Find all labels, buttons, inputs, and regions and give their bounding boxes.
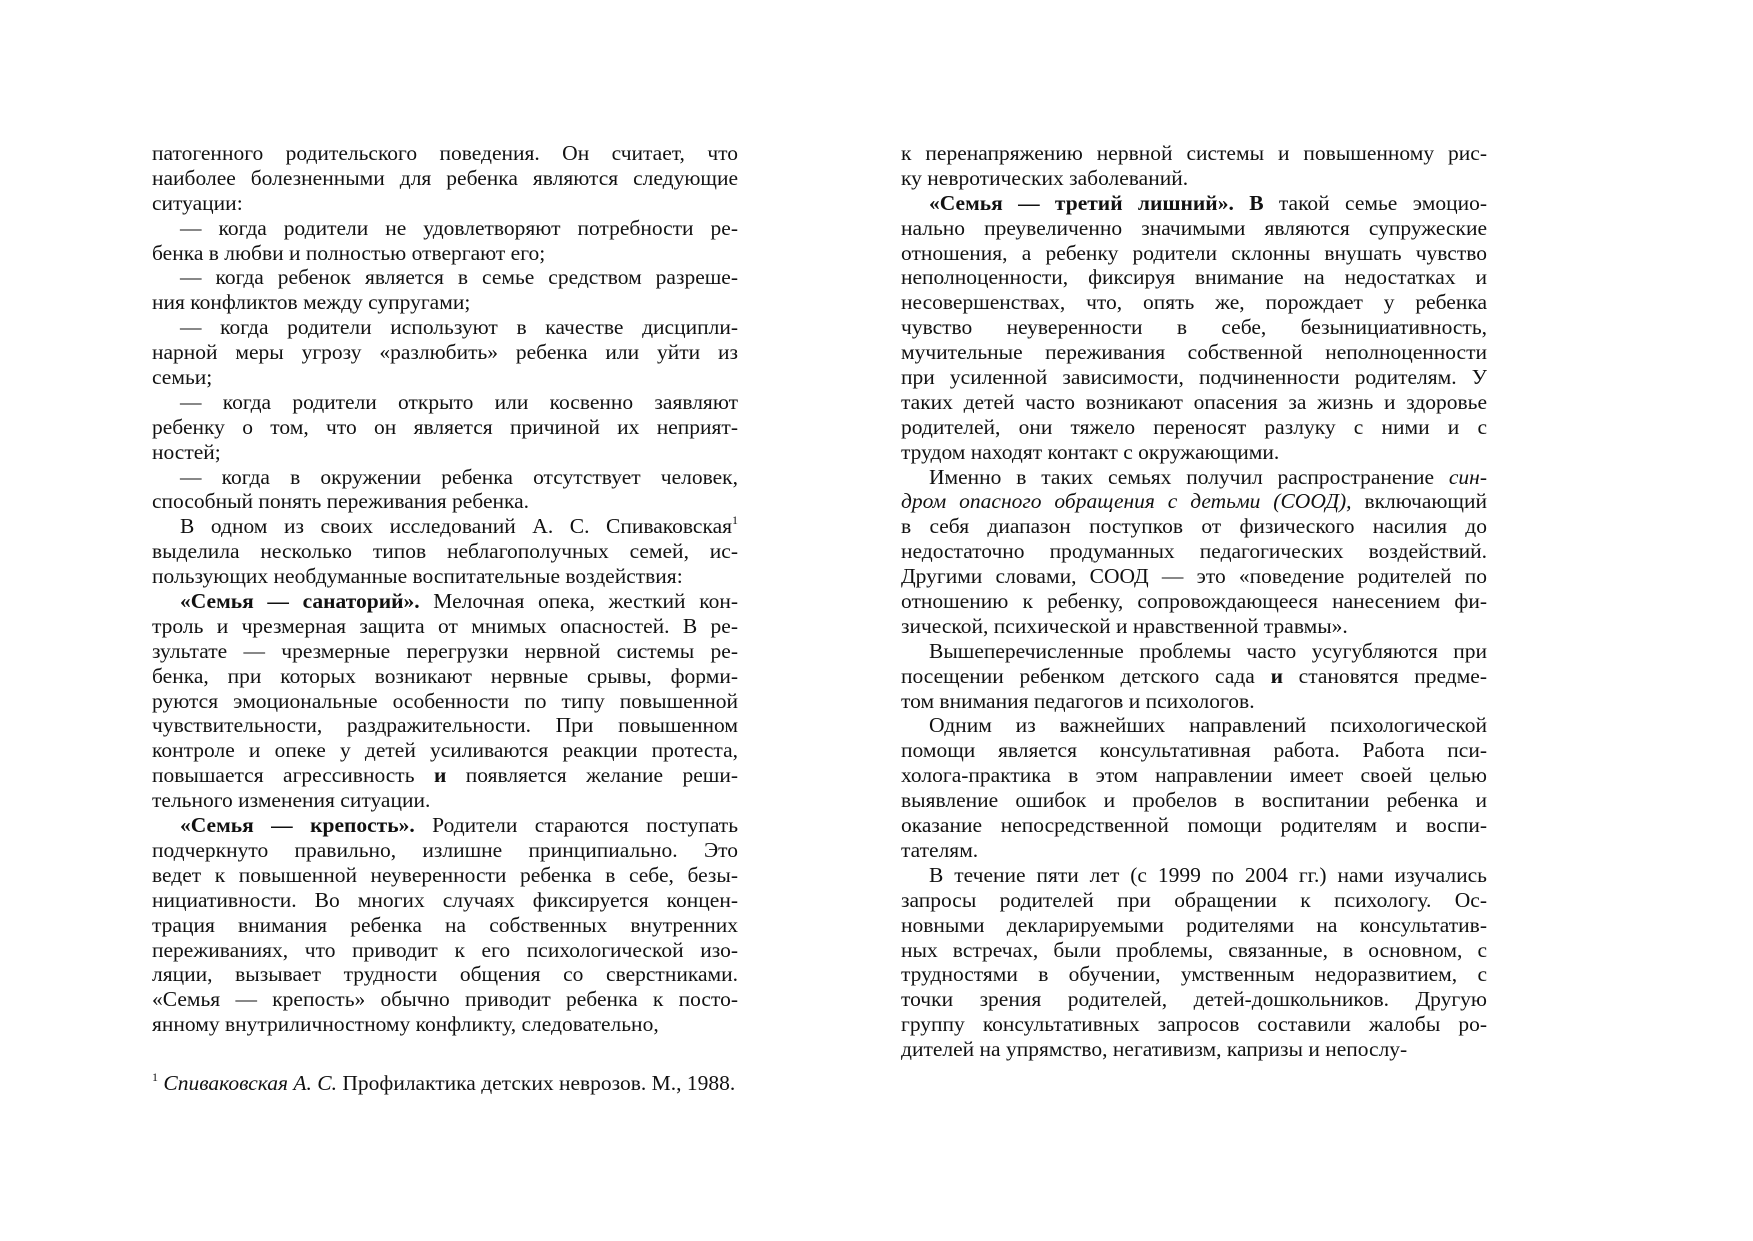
text-segment: дителей на упрямство, негативизм, капризы и непослу- [901, 1037, 1408, 1062]
text-segment: трация внимания ребенка на собственных внутренних [152, 912, 738, 937]
text-segment: родителей, они тяжело переносят разлуку с ними и с [901, 414, 1487, 439]
text-line [901, 265, 1487, 290]
text-segment: переживаниях, что приводит к его психологической изо- [152, 937, 738, 962]
text-line [901, 987, 1487, 1012]
text-segment: наиболее болезненными для ребенка являются следующие [152, 165, 738, 190]
text-segment: группу консультативных запросов составили жалобы ро- [901, 1012, 1487, 1037]
left-page-text [152, 141, 738, 1037]
text-segment: новными декларируемыми родителями на консультатив- [901, 912, 1487, 937]
bold-text: и [433, 763, 447, 788]
text-segment: «Семья — крепость» обычно приводит ребенка к посто- [152, 987, 738, 1012]
text-line [152, 664, 738, 689]
text-segment: контроле и опеке у детей усиливаются реакции протеста, [152, 738, 738, 763]
text-line [152, 589, 738, 614]
text-line [901, 639, 1487, 664]
text-segment: Мелочная опека, жесткий кон- [419, 589, 739, 614]
text-line [152, 141, 738, 166]
text-line [152, 365, 738, 390]
text-segment: недостаточно продуманных педагогических воздействий. [901, 539, 1487, 564]
text-segment: ситуации: [152, 190, 243, 215]
text-line [901, 241, 1487, 266]
text-segment: В течение пяти лет (с 1999 по 2004 гг.) нами изучались [929, 862, 1487, 887]
text-segment: становятся предме- [1282, 663, 1488, 688]
text-line [901, 315, 1487, 340]
text-line [152, 564, 738, 589]
right-page-text [901, 141, 1487, 1062]
text-line [152, 938, 738, 963]
text-segment: Вышеперечисленные проблемы часто усугубляются при [929, 638, 1487, 663]
text-line [152, 1012, 738, 1037]
bold-text: «Семья — санаторий». [180, 589, 420, 614]
text-line [152, 888, 738, 913]
text-segment: мучительные переживания собственной неполноценности [901, 340, 1487, 365]
text-line [152, 340, 738, 365]
bold-text: «Семья — третий лишний». [929, 190, 1234, 215]
text-segment: тателям. [901, 837, 979, 862]
text-segment: ку невротических заболеваний. [901, 165, 1189, 190]
text-segment: к перенапряжению нервной системы и повышенному рис- [901, 141, 1487, 165]
text-segment: выявление ошибок и пробелов в воспитании ребенка и [901, 788, 1487, 813]
text-segment: — когда в окружении ребенка отсутствует человек, [180, 464, 738, 489]
text-segment: нициативности. Во многих случаях фиксируется концен- [152, 887, 738, 912]
text-segment: помощи является консультативная работа. Работа пси- [901, 738, 1487, 763]
text-segment: повышается агрессивность [152, 763, 434, 788]
text-segment: патогенного родительского поведения. Он считает, что [152, 141, 738, 165]
text-line [901, 1037, 1487, 1062]
text-line [901, 689, 1487, 714]
bold-text: В [1249, 190, 1264, 215]
footnote [152, 1071, 735, 1096]
text-segment: нально преувеличенно значимыми являются супружеские [901, 215, 1487, 240]
text-line [901, 614, 1487, 639]
text-segment: троль и чрезмерная защита от мнимых опасностей. В ре- [152, 613, 738, 638]
text-line [152, 962, 738, 987]
text-segment: включающий [1351, 489, 1487, 514]
text-line [901, 813, 1487, 838]
text-line [901, 664, 1487, 689]
text-segment: Одним из важнейших направлений психологической [929, 713, 1487, 738]
text-line [901, 589, 1487, 614]
text-line [152, 315, 738, 340]
text-segment: бенка, при которых возникают нервные срывы, форми- [152, 663, 738, 688]
text-segment: трудом находят контакт с окружающими. [901, 439, 1280, 464]
text-segment: ребенку о том, что он является причиной их неприят- [152, 414, 738, 439]
text-line [152, 290, 738, 315]
text-segment: тельного изменения ситуации. [152, 788, 431, 813]
text-line [901, 763, 1487, 788]
text-segment: ния конфликтов между супругами; [152, 290, 471, 315]
text-line [152, 863, 738, 888]
text-line [152, 241, 738, 266]
text-line [901, 788, 1487, 813]
text-line [152, 539, 738, 564]
text-segment: таких детей часто возникают опасения за жизнь и здоровье [901, 389, 1487, 414]
text-segment: ностей; [152, 439, 221, 464]
text-segment: неполноценности, фиксируя внимание на недостатках и [901, 265, 1487, 290]
text-segment: руются эмоциональные особенности по типу повышенной [152, 688, 738, 713]
text-segment: — когда ребенок является в семье средством разреше- [180, 265, 738, 290]
text-segment: выделила несколько типов неблагополучных семей, ис- [152, 539, 738, 564]
text-line [901, 564, 1487, 589]
text-segment [1234, 191, 1249, 215]
footnote-reference: 1 [732, 513, 738, 528]
text-segment: Родители стараются поступать [414, 813, 739, 838]
text-segment: подчеркнуто правильно, излишне принципиально. Это [152, 837, 738, 862]
text-line [901, 514, 1487, 539]
text-line [152, 465, 738, 490]
text-segment: пользующих необдуманные воспитательные воздействия: [152, 564, 683, 589]
text-line [152, 440, 738, 465]
text-line [152, 738, 738, 763]
text-segment: янному внутриличностному конфликту, следовательно, [152, 1012, 659, 1037]
text-segment: зической, психической и нравственной травмы». [901, 613, 1348, 638]
text-line [901, 415, 1487, 440]
text-line [152, 788, 738, 813]
text-segment: зультате — чрезмерные перегрузки нервной системы ре- [152, 638, 738, 663]
text-line [152, 415, 738, 440]
text-line [901, 713, 1487, 738]
text-segment: бенка в любви и полностью отвергают его; [152, 240, 546, 265]
text-segment: при усиленной зависимости, подчиненности родителям. У [901, 365, 1487, 390]
text-line [901, 216, 1487, 241]
bold-text: «Семья — крепость». [180, 813, 415, 838]
footnote-text: Профилактика детских неврозов. М., 1988. [336, 1071, 736, 1095]
text-line [901, 340, 1487, 365]
text-segment: том внимания педагогов и психологов. [901, 688, 1255, 713]
text-line [152, 514, 738, 539]
text-line [901, 838, 1487, 863]
text-segment: посещении ребенком детского сада [901, 663, 1271, 688]
text-line [901, 962, 1487, 987]
text-line [901, 913, 1487, 938]
text-line [901, 390, 1487, 415]
text-segment: трудностями в обучении, умственным недоразвитием, с [901, 962, 1487, 987]
text-segment: отношению к ребенку, сопровождающееся нанесением фи- [901, 589, 1487, 614]
text-line [152, 191, 738, 216]
text-line [901, 166, 1487, 191]
text-line [152, 166, 738, 191]
text-line [901, 863, 1487, 888]
text-segment: несовершенствах, что, опять же, порождает у ребенка [901, 290, 1487, 315]
text-segment: В одном из своих исследований А. С. Спиваковская [180, 514, 732, 539]
text-line [152, 614, 738, 639]
text-segment: точки зрения родителей, детей-дошкольников. Другую [901, 987, 1487, 1012]
text-line [901, 938, 1487, 963]
text-line [152, 838, 738, 863]
text-segment: ных встречах, были проблемы, связанные, в основном, с [901, 937, 1487, 962]
text-segment: появляется желание реши- [446, 763, 738, 788]
text-segment: такой семье эмоцио- [1263, 190, 1488, 215]
text-line [152, 639, 738, 664]
text-line [152, 390, 738, 415]
text-segment: Другими словами, СООД — это «поведение родителей по [901, 564, 1487, 589]
text-segment: отношения, а ребенку родители склонны внушать чувство [901, 240, 1487, 265]
text-segment: чувствительности, раздражительности. При повышенном [152, 713, 738, 738]
text-segment: в себя диапазон поступков от физического насилия до [901, 514, 1487, 539]
text-segment: Именно в таких семьях получил распространение [929, 464, 1449, 489]
text-segment: — когда родители открыто или косвенно заявляют [180, 389, 738, 414]
text-line [901, 489, 1487, 514]
text-segment: чувство неуверенности в себе, безынициативность, [901, 315, 1487, 340]
text-line [152, 813, 738, 838]
footnote-marker: 1 [152, 1070, 158, 1084]
text-line [901, 738, 1487, 763]
text-line [901, 191, 1487, 216]
text-line [152, 489, 738, 514]
text-segment: холога-практика в этом направлении имеет своей целью [901, 763, 1487, 788]
footnote-author: Спиваковская А. С. [163, 1071, 337, 1095]
text-line [152, 713, 738, 738]
text-segment: ляции, вызывает трудности общения со сверстниками. [152, 962, 738, 987]
text-line [901, 1012, 1487, 1037]
text-line [152, 763, 738, 788]
text-line [152, 987, 738, 1012]
text-line [901, 465, 1487, 490]
italic-text: син- [1448, 464, 1487, 489]
text-line [901, 888, 1487, 913]
text-segment: способный понять переживания ребенка. [152, 489, 530, 514]
text-segment: оказание непосредственной помощи родителям и воспи- [901, 813, 1487, 838]
text-segment: — когда родители не удовлетворяют потребности ре- [180, 215, 738, 240]
text-segment: нарной меры угрозу «разлюбить» ребенка или уйти из [152, 340, 738, 365]
bold-text: и [1270, 663, 1283, 688]
text-line [152, 265, 738, 290]
text-line [901, 141, 1487, 166]
text-line [152, 689, 738, 714]
text-segment: семьи; [152, 365, 213, 390]
text-line [901, 290, 1487, 315]
text-segment: запросы родителей при обращении к психологу. Ос- [901, 887, 1487, 912]
text-line [152, 216, 738, 241]
text-line [901, 365, 1487, 390]
text-line [901, 440, 1487, 465]
text-line [152, 913, 738, 938]
text-segment: — когда родители используют в качестве дисципли- [180, 315, 738, 340]
text-line [901, 539, 1487, 564]
italic-text: дром опасного обращения с детьми (СООД), [901, 489, 1352, 514]
text-segment: ведет к повышенной неуверенности ребенка в себе, безы- [152, 862, 738, 887]
